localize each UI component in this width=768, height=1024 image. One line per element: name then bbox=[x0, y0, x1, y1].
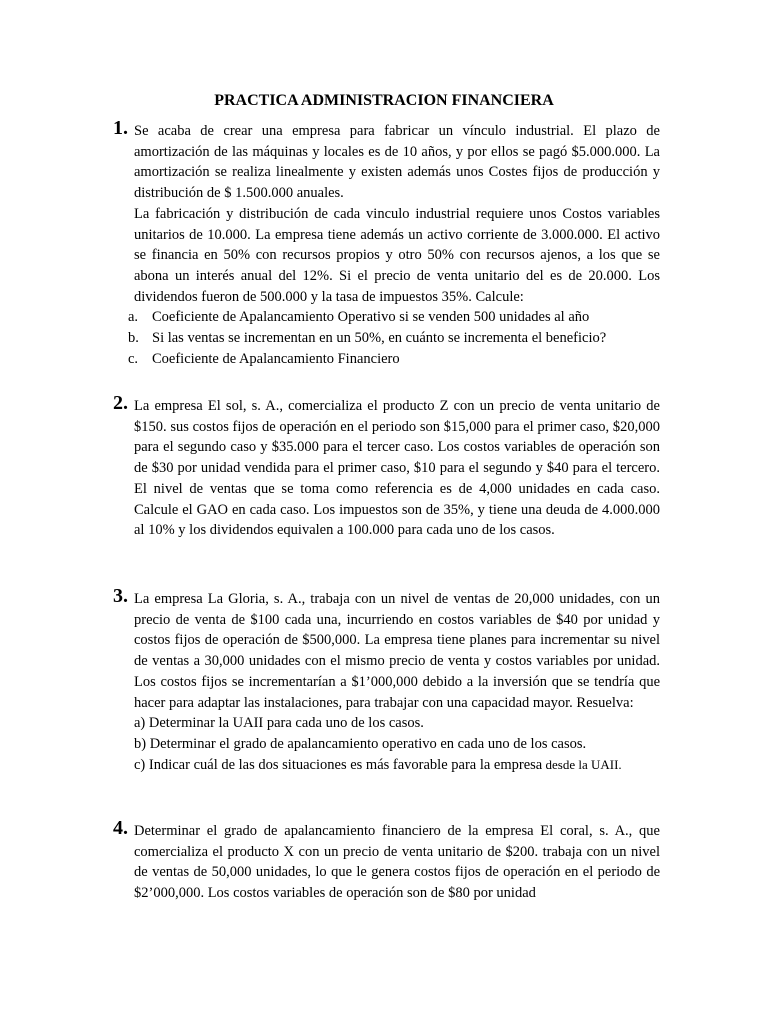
list-item bbox=[128, 307, 660, 328]
list-item bbox=[128, 349, 660, 370]
question-list bbox=[128, 307, 660, 369]
problem-text bbox=[134, 396, 660, 541]
list-item: b) Determinar el grado de apalancamiento operativo en cada uno de los casos. bbox=[134, 735, 587, 752]
paragraph: Determinar el grado de apalancamiento financiero de la empresa El coral, s. A., que comercializa el producto X con un precio de venta unitario de $200. trabaja con un nivel de ventas de 50,000 unidades, lo que le genera costos fijos de operación en el periodo de $2’000,000. Los costos variables de operación son de $80 por unidad bbox=[134, 823, 660, 902]
list-item-text: Coeficiente de Apalancamiento Financiero bbox=[152, 350, 400, 367]
list-marker: b. bbox=[128, 330, 139, 347]
list-item-text: c) Indicar cuál de las dos situaciones es más favorable para la empresa bbox=[134, 756, 543, 773]
paragraph: Se acaba de crear una empresa para fabricar un vínculo industrial. El plazo de amortización de las máquinas y locales es de 10 años, y por ellos se pagó $5.000.000. La amortización se realiza linealmente y existen además unos Costes fijos de producción y distribución de $ 1.500.000 anuales. bbox=[134, 123, 660, 202]
paragraph: La empresa El sol, s. A., comercializa el producto Z con un precio de venta unitario de $150. sus costos fijos de operación en el periodo son $15,000 para el primer caso, $20,000 para el segundo caso y $35.000 para el tercer caso. Los costos variables de operación son de $30 por unidad vendida para el primer caso, $10 para el segundo y $40 para el tercero. El nivel de ventas que se toma como referencia es de 4,000 unidades en cada caso. Calcule el GAO en cada caso. Los impuestos son de 35%, y tiene una deuda de 4.000.000 al 10% y los dividendos equivalen a 100.000 para cada uno de los casos. bbox=[134, 398, 660, 539]
problem-number: 2. bbox=[113, 392, 128, 414]
problem-text bbox=[134, 589, 660, 775]
list-marker: c. bbox=[128, 350, 139, 367]
list-item: a) Determinar la UAII para cada uno de los casos. bbox=[134, 715, 424, 732]
problem-text bbox=[134, 821, 660, 904]
list-item-tail: desde la UAII. bbox=[542, 756, 622, 772]
problem-number: 3. bbox=[113, 585, 128, 607]
list-item-text: Si las ventas se incrementan en un 50%, en cuánto se incrementa el beneficio? bbox=[152, 330, 607, 347]
question-list bbox=[134, 713, 660, 775]
paragraph: La fabricación y distribución de cada vinculo industrial requiere unos Costos variables unitarios de 10.000. La empresa tiene además un activo corriente de 3.000.000. El activo se financia en 50% con recursos propios y otro 50% con recursos ajenos, a los que se abona un interés anual del 12%. Si el precio de venta unitario del es de 20.000. Los dividendos fueron de 500.000 y la tasa de impuestos 35%. Calcule: bbox=[134, 205, 660, 305]
problem-number: 1. bbox=[113, 117, 128, 139]
list-item-text: Coeficiente de Apalancamiento Operativo si se venden 500 unidades al año bbox=[152, 309, 590, 326]
paragraph: La empresa La Gloria, s. A., trabaja con un nivel de ventas de 20,000 unidades, con un precio de venta de $100 cada una, incurriendo en costos variables de $40 por unidad y costos fijos de operación de $500,000. La empresa tiene planes para incrementar su nivel de ventas a 30,000 unidades con el mismo precio de venta y costos variables por unidad. Los costos fijos se incrementarían a $1’000,000 debido a la inversión que se tendría que hacer para adaptar las instalaciones, para trabajar con una capacidad mayor. Resuelva: bbox=[134, 591, 660, 711]
list-item bbox=[128, 328, 660, 349]
problem-text bbox=[128, 121, 660, 369]
document-title: PRACTICA ADMINISTRACION FINANCIERA bbox=[214, 92, 554, 109]
list-item bbox=[134, 755, 660, 776]
problem-number: 4. bbox=[113, 817, 128, 839]
list-marker: a. bbox=[128, 309, 139, 326]
